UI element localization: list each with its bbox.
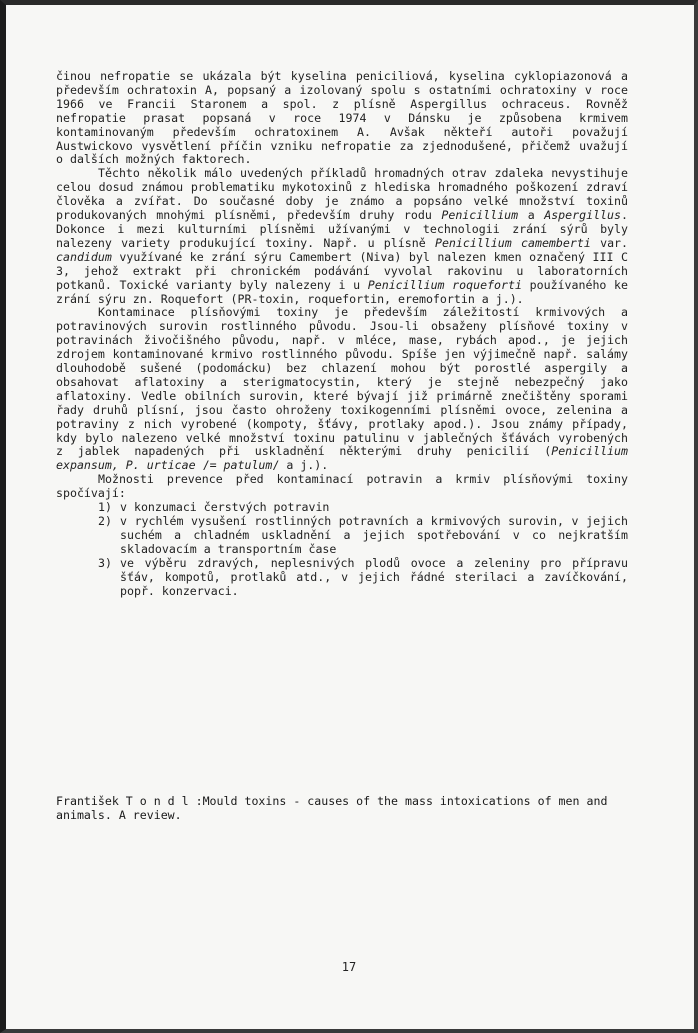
species-penicillium-camemberti: Penicillium camemberti [434, 235, 591, 250]
species-list-expansum-urticae: Penicillium expansum, P. urticae [56, 444, 628, 473]
paragraph-2-text: a [518, 208, 545, 223]
paragraph-4: Možnosti prevence před kontaminací potravin a krmiv plísňovými toxiny spočívají: [56, 472, 628, 501]
genus-aspergillus: Aspergillus [544, 208, 621, 223]
page-number: 17 [341, 960, 357, 974]
list-item-number: 3) [98, 555, 112, 570]
paragraph-2-text: používaného ke zrání sýru zn. Roquefort (PR-toxin, roquefortin, eremofortin a j.). [56, 277, 629, 306]
list-item-text: v konzumaci čerstvých potravin [120, 500, 330, 515]
list-item-number: 1) [98, 500, 112, 515]
paragraph-2-text: var. [590, 235, 629, 250]
species-patulum: patulum [223, 458, 273, 473]
species-penicillium-roqueforti: Penicillium roqueforti [367, 277, 522, 292]
list-item [56, 557, 628, 599]
list-item [56, 515, 628, 557]
list-item-text: v rychlém vysušení rostlinných potravních a krmivových surovin, v jejich suchém a chladném uskladnění a jejich spotřebování v co nejkratším skladovacím a transportním čase [120, 514, 628, 556]
paragraph-3-text: /= [195, 458, 224, 473]
paragraph-3-text: Kontaminace plísňovými toxiny je především záležitostí krmivových a potravinových surovin rostlinného původu. Jsou-li obsaženy plísňové toxiny v potravinách živočišného původu, např. v mléce, mase, rybách apod., je jejich zdrojem kontaminované krmivo rostlinného původu. Spíše jen výjimečně např. salámy dlouhodobě sušené (podomácku) bez chlazení mohou být porostlé aspergily a obsahovat aflatoxiny a sterigmatocystin, který je stejně nebezpečný jako aflatoxiny. Vedle obilních surovin, které bývají již primárně znečištěny sporami řady druhů plísní, jsou často ohroženy toxikogenními plísněmi ovoce, zelenina a potraviny z nich vyrobené (kompoty, šťávy, protlaky apod.). Jsou známy případy, kdy bylo nalezeno velké množství toxinu patulinu v jablečných šťávách vyrobených z jablek napadených při uskladnění některými druhy penicilií ( [56, 305, 628, 459]
paragraph-2-text: využívané ke zrání sýru Camembert (Niva) byl nalezen kmen označený III C 3, jehož extrakt při chronickém podávání vyvolal rakovinu u laboratorních potkanů. Toxické varianty byly nalezeny i u [56, 249, 628, 292]
genus-penicillium: Penicillium [441, 208, 519, 223]
english-summary: František T o n d l :Mould toxins - causes of the mass intoxications of men and animals. A review. [56, 794, 608, 822]
paragraph-3-text: / a j.). [272, 458, 329, 473]
variety-candidum: candidum [56, 249, 112, 264]
prevention-list [56, 501, 628, 598]
list-item-text: ve výběru zdravých, neplesnivých plodů ovoce a zeleniny pro přípravu šťáv, kompotů, protlaků atd., v jejich řádné sterilaci a zavíčkování, popř. konzervaci. [120, 555, 628, 598]
paragraph-2-text: Těchto několik málo uvedených příkladů hromadných otrav zdaleka nevystihuje celou dosud známou problematiku mykotoxinů z hlediska hromadného poškození zdraví člověka a zvířat. Do současné doby je známo a popsáno velké množství toxinů produkovaných mnohými plísněmi, především druhy rodu [56, 166, 628, 223]
article-body [56, 70, 628, 598]
list-item [56, 501, 628, 515]
paragraph-2 [56, 167, 628, 306]
paragraph-3 [56, 306, 628, 473]
paragraph-2-text: . Dokonce i mezi kulturními plísněmi užívanými v technologii zrání sýrů byly nalezeny variety produkující toxiny. Např. u plísně [56, 208, 628, 250]
list-item-number: 2) [98, 514, 112, 528]
paragraph-1: činou nefropatie se ukázala být kyselina peniciliová, kyselina cyklopiazonová a především ochratoxin A, popsaný a izolovaný spolu s ostatními ochratoxiny v roce 1966 ve Francii Staronem a spol. z plísně Aspergillus ochraceus. Rovněž nefropatie prasat popsaná v roce 1974 v Dánsku je způsobena krmivem kontaminovaným především ochratoxinem A. Avšak někteří autoři považují Austwickovo vysvětlení příčin vzniku nefropatie za zjednodušené, přičemž uvažují o dalších možných faktorech. [56, 69, 628, 167]
